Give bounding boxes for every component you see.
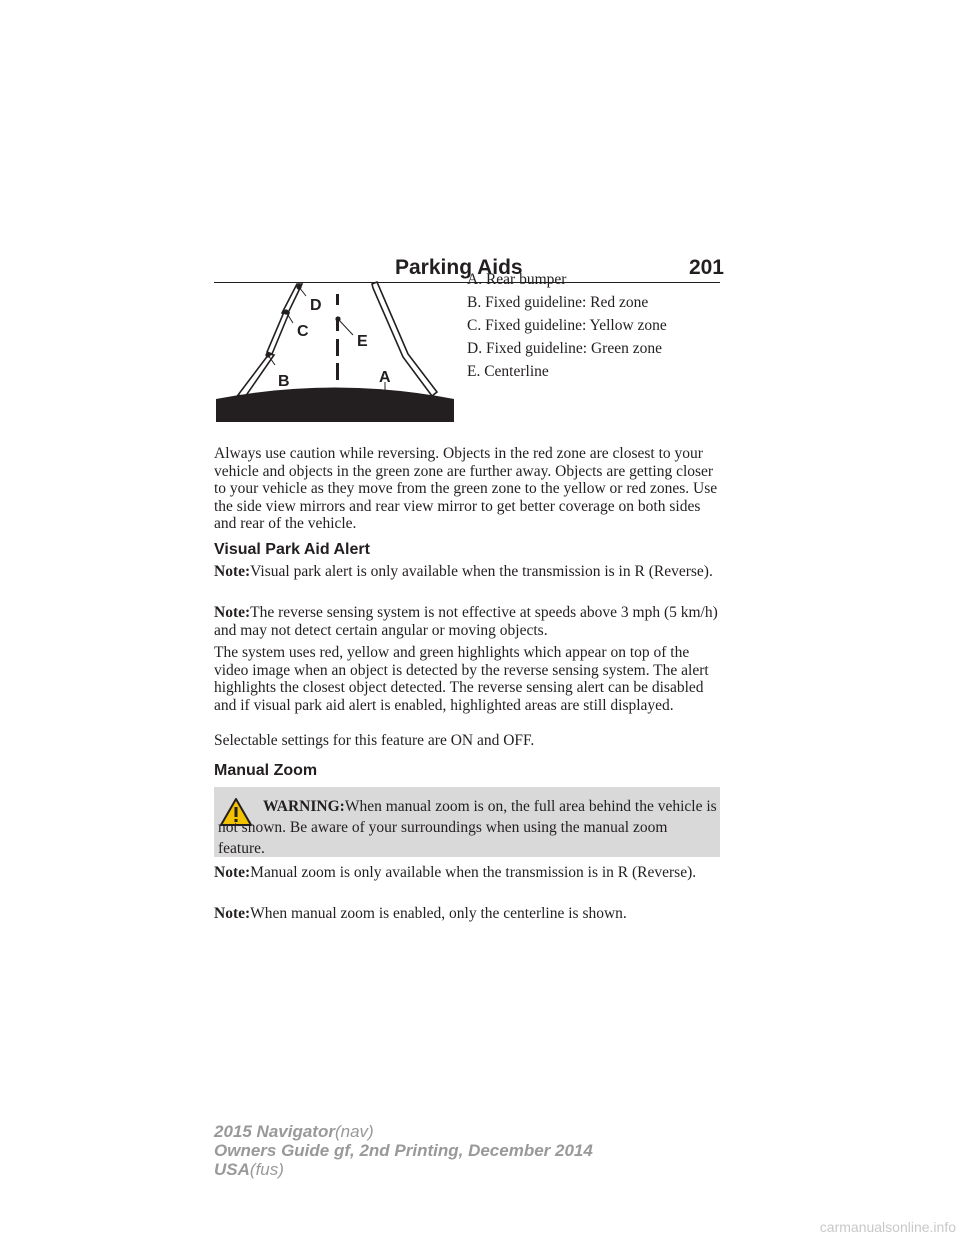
visual-alert-heading: Visual Park Aid Alert [214,541,370,558]
footer-model-code: (nav) [334,1122,374,1141]
diagram-label-e: E [357,333,368,350]
diagram-label-a: A [379,369,391,386]
note-label: Note: [214,563,251,580]
footer-line-3 [214,1160,714,1180]
note-1 [214,563,722,581]
diagram-legend [467,271,717,386]
leader-line-d [299,287,306,296]
centerline-dash-1 [336,294,339,305]
section-title: Parking Aids [395,256,523,279]
footer-market: USA [214,1160,250,1179]
warning-label: WARNING: [263,798,345,815]
note-1-text: Visual park alert is only available when the transmission is in R (Reverse). [250,563,713,580]
legend-item-b: B. Fixed guideline: Red zone [467,294,649,311]
page-number: 201 [688,256,724,279]
note-label: Note: [214,604,251,621]
selectable-paragraph: Selectable settings for this feature are ON and OFF. [214,732,535,749]
note-2-text: The reverse sensing system is not effective at speeds above 3 mph (5 km/h) and may not detect certain angular or moving objects. [214,604,718,639]
left-guideline-yellow [267,312,289,354]
centerline-dash-4 [336,363,339,380]
diagram-label-c: C [297,323,309,340]
watermark: carmanualsonline.info [819,1219,956,1235]
note-3 [214,864,722,882]
note-4-text: When manual zoom is enabled, only the centerline is shown. [250,905,627,922]
note-3-text: Manual zoom is only available when the transmission is in R (Reverse). [250,864,697,881]
warning-text [214,796,718,859]
legend-item-d: D. Fixed guideline: Green zone [467,340,662,357]
footer-line-1 [214,1122,714,1142]
leader-line-e [338,319,353,335]
note-2 [214,604,722,639]
footer-line-2: Owners Guide gf, 2nd Printing, December 2014 [214,1141,593,1160]
rear-bumper [216,388,454,423]
highlights-paragraph: The system uses red, yellow and green highlights which appear on top of the video image when an object is detected by the reverse sensing system. The alert highlights the closest object detected. The reverse sensing alert can be disabled and if visual park aid alert is enabled, highlighted areas are still displayed. [214,644,709,714]
left-guideline-red [238,354,274,397]
diagram-label-d: D [310,297,322,314]
note-4 [214,905,722,923]
diagram-label-b: B [278,373,290,390]
camera-guideline-diagram [214,272,456,422]
warning-box [214,787,720,857]
footer-market-code: (fus) [249,1160,284,1179]
note-label: Note: [214,905,251,922]
manual-zoom-heading: Manual Zoom [214,762,318,779]
note-label: Note: [214,864,251,881]
warning-body: When manual zoom is on, the full area behind the vehicle is not shown. Be aware of your surroundings when using the manual zoom feature. [218,798,717,857]
legend-item-e: E. Centerline [467,363,549,380]
legend-item-a: A. Rear bumper [467,271,567,288]
footer-model: 2015 Navigator [214,1122,335,1141]
guideline-diagram-svg [214,272,456,422]
centerline-dash-3 [336,339,339,356]
caution-paragraph: Always use caution while reversing. Objects in the red zone are closest to your vehicle and objects in the green zone are further away. Objects are getting closer to your vehicle as they move from the green zone to the yellow or red zones. Use the side view mirrors and rear view mirror to get better coverage on both sides and rear of the vehicle. [214,445,718,533]
legend-item-c: C. Fixed guideline: Yellow zone [467,317,667,334]
